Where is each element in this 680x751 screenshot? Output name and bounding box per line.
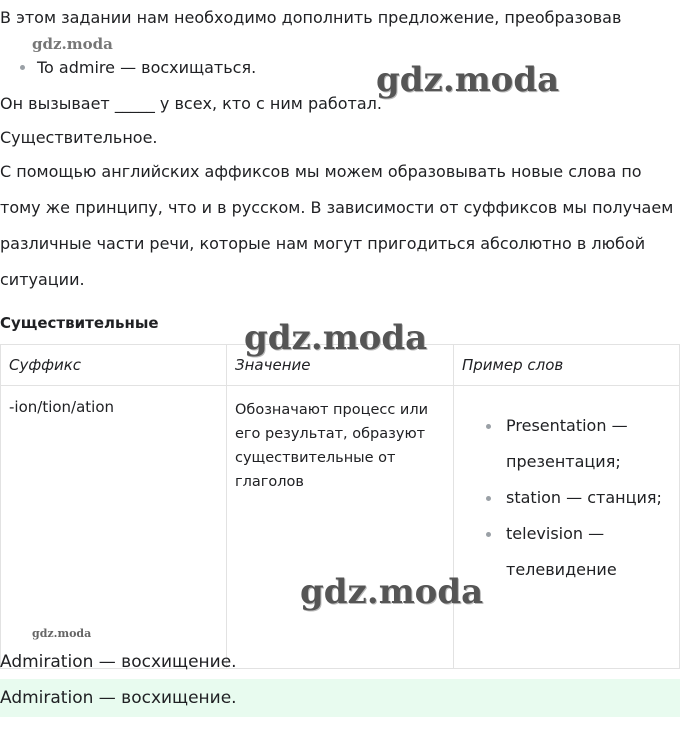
list-item: television — телевидение: [462, 516, 671, 588]
table-heading: Существительные: [0, 314, 159, 332]
part-of-speech-text: Существительное.: [0, 128, 158, 147]
watermark-small: gdz.moda: [32, 35, 113, 53]
list-item: station — станция;: [462, 480, 671, 516]
watermark-large: gdz.moda: [300, 572, 484, 612]
header-meaning: Значение: [227, 345, 454, 386]
bullet-item: [0, 58, 256, 78]
answer-highlight: Admiration — восхищение.: [0, 679, 680, 717]
cell-suffix: -ion/tion/ation: [1, 386, 227, 669]
suffix-table: [0, 344, 680, 669]
cell-examples: [454, 386, 680, 669]
header-suffix: Суффикс: [1, 345, 227, 386]
answer-text: Admiration — восхищение.: [0, 652, 237, 672]
examples-list: [462, 408, 671, 588]
bullet-dot-icon: [20, 65, 25, 70]
watermark-large: gdz.moda: [244, 318, 428, 358]
intro-text: В этом задании нам необходимо дополнить предложение, преобразовав: [0, 8, 622, 27]
cell-meaning: Обозначают процесс или его результат, образуют существительные от глаголов: [227, 386, 454, 669]
table-row: [1, 386, 680, 669]
bullet-text: To admire — восхищаться.: [37, 58, 257, 77]
header-examples: Пример слов: [454, 345, 680, 386]
watermark-tiny: gdz.moda: [32, 627, 92, 640]
watermark-large: gdz.moda: [376, 60, 560, 100]
list-item: Presentation — презентация;: [462, 408, 671, 480]
sentence-text: Он вызывает _____ у всех, кто с ним работал.: [0, 94, 382, 113]
explanation-text: С помощью английских аффиксов мы можем образовывать новые слова по тому же принципу, что и в русском. В зависимости от суффиксов мы получаем различные части речи, которые нам могут пригодиться абсолютно в любой ситуации.: [0, 162, 674, 289]
